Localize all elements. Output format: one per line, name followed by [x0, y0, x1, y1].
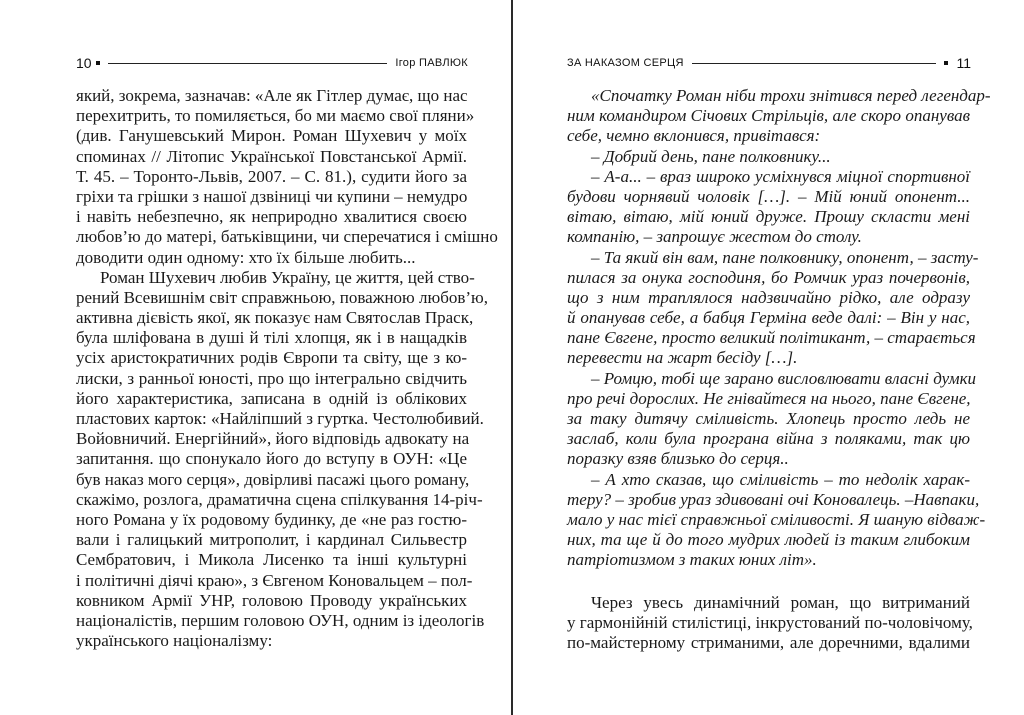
header-rule	[692, 63, 937, 64]
quote-line: й опанував себе, а бабця Герміна веде далі: – Він у нас,	[567, 308, 970, 328]
quote-line: компанію, – запрошує жестом до столу.	[567, 227, 862, 247]
text-line: була шліфована в душі й тілі хлопця, як і в нащадків	[76, 328, 467, 348]
quote-line: пилася за онука господиня, бо Ромчик ураз почервонів,	[567, 267, 970, 287]
text-line: і навіть небезпечно, як неприродно хвалитися своєю	[76, 207, 467, 227]
text-line: був наказ мого серця», довірливі пасажі цього роману,	[76, 469, 470, 489]
text-line: його характеристика, записана в одній із облікових	[76, 388, 467, 408]
text-line: гріхи та грішки з нашої дзвіниці чи купини – немудро	[76, 186, 468, 206]
page-number: 11	[956, 55, 971, 71]
quote-line: заслаб, коли була програна війна з поляками, так цю	[567, 429, 970, 449]
text-line: запитання. що спонукало його до вступу в ОУН: «Це	[76, 449, 467, 469]
text-line: лиски, з ранньої юності, про що інтегрально свідчить	[76, 368, 467, 388]
text-line: Сембратович, і Микола Лисенко та інші культурні	[76, 550, 467, 570]
text-line: пластових карток: «Найліпший з гуртка. Честолюбивий.	[76, 409, 484, 428]
text-line: Роман Шухевич любив Україну, це життя, цей ство-	[100, 267, 475, 287]
paragraph-gap	[567, 571, 970, 593]
text-line: активна дієвість якої, як показує нам Святослав Праск,	[76, 308, 474, 328]
quote-line: патріотизмом з таких юних літ».	[567, 550, 817, 570]
text-line: скажімо, розлога, драматична сцена спілкування 14-річ-	[76, 489, 483, 509]
text-line: по-майстерному стриманими, але доречними, вдалими	[567, 632, 970, 652]
right-page-header	[567, 54, 971, 72]
text-line: любов’ю до матері, батьківщини, чи сперечатися і смішно	[76, 227, 498, 247]
quote-line: за таку дитячу сміливість. Хлопець просто ледь не	[567, 409, 970, 428]
text-line: який, зокрема, зазначав: «Але як Гітлер думає, що нас	[76, 86, 468, 105]
quote-line: – А-а... – враз широко усміхнувся міцної спортивної	[591, 166, 970, 186]
quote-line: мало у нас тієї справжньої сміливості. Я шаную відваж-	[567, 509, 986, 529]
quote-line: перевести на жарт бесіду […].	[567, 348, 798, 368]
right-page-text	[567, 86, 991, 653]
running-head-title: ЗА НАКАЗОМ СЕРЦЯ	[567, 57, 684, 69]
text-line: вали і галицький митрополит, і кардинал Сильвестр	[76, 530, 467, 550]
text-line: перехитрить, то помиляється, бо ми маємо свої пляни»	[76, 106, 475, 126]
quote-line: що з ним траплялося надзвичайно рідко, але одразу	[567, 287, 970, 307]
text-line: (див. Ганушевський Мирон. Роман Шухевич у моїх	[76, 126, 467, 146]
square-bullet-icon	[944, 61, 948, 65]
square-bullet-icon	[96, 61, 100, 65]
text-line: українського націоналізму:	[76, 631, 273, 651]
text-line: рений Всевишнім світ справжньою, поважною любов’ю,	[76, 287, 488, 307]
quote-line: – А хто сказав, що сміливість – то недолік харак-	[591, 469, 970, 489]
running-head-author: Ігор ПАВЛЮК	[395, 57, 468, 69]
quote-line: – Ромцю, тобі ще зарано висловлювати власні думки	[591, 368, 977, 388]
quote-line: про речі дорослих. Не гнівайтеся на нього, пане Євгене,	[567, 388, 971, 408]
quote-line: пане Євгене, просто великий політикант, – старається	[567, 328, 976, 348]
quote-line: поразку взяв близько до серця..	[567, 449, 789, 469]
text-line: ного Романа у їх родовому будинку, де «не раз гостю-	[76, 509, 467, 529]
text-line: доводити один одному: хто їх більше любить...	[76, 247, 416, 267]
text-line: Войовничий. Енергійний», його відповідь адвокату на	[76, 429, 470, 449]
header-rule	[108, 63, 388, 64]
text-line: у гармонійній стилістиці, інкрустований по-чоловічому,	[567, 612, 973, 632]
text-line: Т. 45. – Торонто-Львів, 2007. – С. 81.), судити його за	[76, 166, 467, 186]
text-line: ковником Армії УНР, головою Проводу українських	[76, 590, 467, 610]
left-page	[0, 0, 511, 715]
quote-line: себе, чемно вклонився, привітався:	[567, 126, 821, 146]
text-line: і політичні діячі краю», з Євгеном Коновальцем – пол-	[76, 570, 473, 590]
text-line: усіх аристократичних родів Європи та світу, ще з ко-	[76, 348, 467, 368]
text-line: націоналістів, першим головою ОУН, одним із ідеологів	[76, 610, 485, 630]
page-number: 10	[76, 55, 92, 71]
quote-line: – Добрий день, пане полковнику...	[591, 146, 831, 166]
text-line: Через увесь динамічний роман, що витриманий	[591, 592, 970, 612]
text-line: споминах // Літопис Української Повстанської Армії.	[76, 146, 467, 166]
quote-line: – Та який він вам, пане полковнику, опонент, – засту-	[591, 247, 979, 267]
quote-line: них, та ще й до того мудрих людей із таким глибоким	[567, 530, 970, 550]
quote-line: ним командиром Січових Стрільців, але скоро опанував	[567, 106, 970, 126]
right-page	[513, 0, 1024, 715]
left-page-text	[76, 86, 498, 651]
left-page-header	[76, 54, 468, 72]
quote-line: вітаю, вітаю, мій юний друже. Прошу скласти мені	[567, 207, 970, 227]
quote-line: «Спочатку Роман ніби трохи знітився перед легендар-	[591, 86, 991, 105]
quote-line: будови чорнявий чоловік […]. – Мій юний опонент...	[567, 186, 970, 206]
quote-line: теру? – зробив ураз здивовані очі Коновалець. –Навпаки,	[567, 489, 980, 509]
